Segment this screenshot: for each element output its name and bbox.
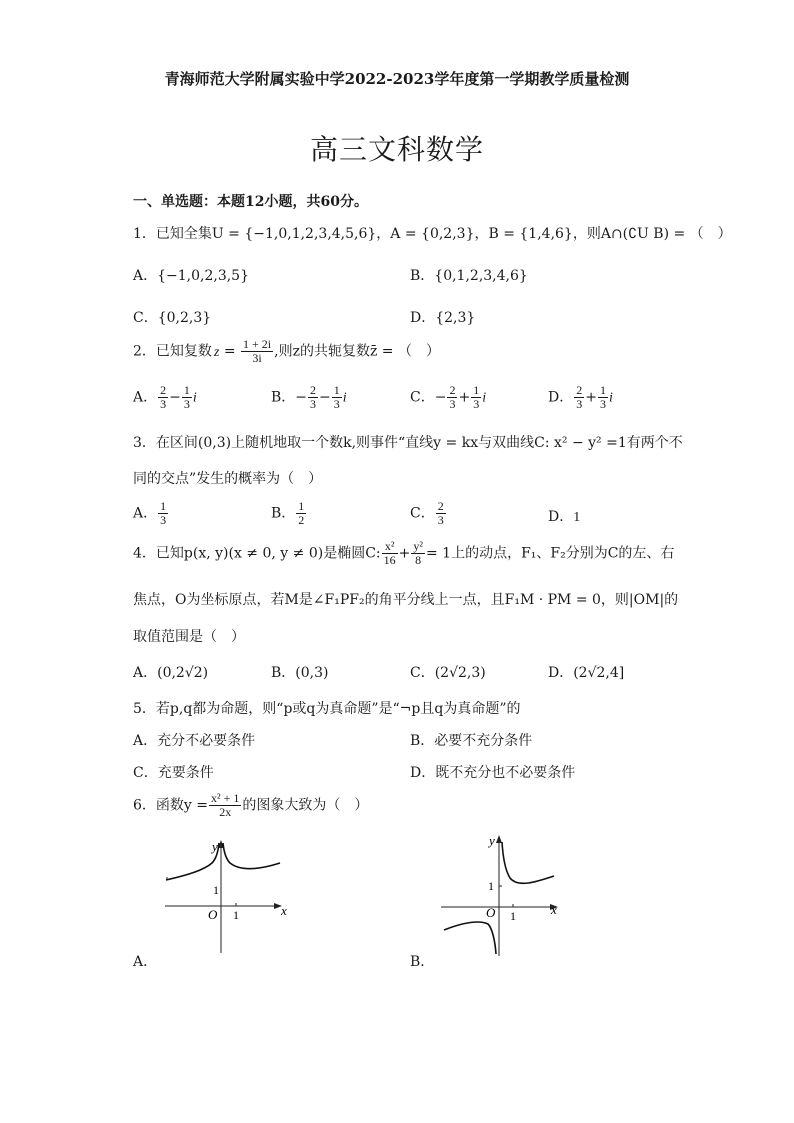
q6-option-b-label: B． — [410, 954, 435, 970]
function-fraction: $\frac{\text{x² + 1}}{2x}$ — [211, 791, 240, 819]
q5-option-d: D．既不充分也不必要条件 — [410, 765, 576, 781]
q3-option-d: D．1 — [548, 509, 581, 525]
q5-option-b: B．必要不充分条件 — [410, 733, 533, 749]
section-heading: 一、单选题：本题12小题，共60分。 — [133, 194, 368, 210]
graph-a-origin: O — [208, 907, 218, 922]
question-4-line-2: 焦点，O为坐标原点，若M是∠F₁PF₂的角平分线上一点，且F₁M · PM = 0，则|OM|的 — [133, 592, 679, 608]
q4-option-c: C．(2√2,3) — [410, 665, 486, 681]
school-header: 青海师范大学附属实验中学2022-2023学年度第一学期教学质量检测 — [164, 70, 630, 88]
graph-a-tick-x-label: 1 — [233, 908, 239, 922]
page-title: 高三文科数学 — [309, 133, 484, 166]
question-2-stem-start: 2．已知复数 — [133, 343, 212, 360]
question-3-line-1: 3．在区间(0,3)上随机地取一个数k,则事件“直线y = kx与双曲线C: x² − y² =1有两个不 — [133, 435, 683, 451]
q2-option-b: B．− $\frac{2}{3}$ − $\frac{1}{3}$ i — [271, 383, 347, 411]
graph-a-tick-y-label: 1 — [213, 883, 219, 897]
q2-option-a: A． $\frac{2}{3}$ − $\frac{1}{3}$ i — [133, 383, 197, 411]
question-2: 2．已知复数 z = $\frac{1 + 2i}{3i}$ ,则z的共轭复数z̄ = （ ） — [133, 337, 440, 365]
q1-option-d: D．{2,3} — [410, 310, 476, 326]
complex-fraction: $\frac{1 + 2i}{3i}$ — [243, 337, 272, 365]
q3-option-b: B． $\frac{1}{2}$ — [271, 499, 305, 527]
graph-a-curve-right — [223, 843, 280, 869]
q4-option-b: B．(0,3) — [271, 665, 329, 681]
q1-option-a: A．{−1,0,2,3,5} — [133, 268, 249, 284]
q4-option-d: D．(2√2,4] — [548, 665, 625, 681]
graph-a-y-label: y — [212, 839, 218, 854]
q1-option-c: C．{0,2,3} — [133, 310, 212, 326]
graph-b-y-label: y — [489, 833, 495, 848]
question-4-line-3: 取值范围是（ ） — [133, 629, 245, 645]
graph-b-x-label: x — [551, 902, 557, 917]
question-3-line-2: 同的交点”发生的概率为（ ） — [133, 471, 323, 487]
graph-b-tick-y-label: 1 — [488, 879, 494, 893]
graph-b-y-arrow — [496, 835, 502, 843]
question-6: 6．函数y = $\frac{\text{x² + 1}}{2x}$ 的图象大致为（ ） — [133, 791, 369, 819]
graph-b-curve-right — [502, 842, 554, 883]
q5-option-a: A．充分不必要条件 — [133, 733, 256, 749]
graph-a — [160, 835, 290, 957]
q3-option-c: C． $\frac{2}{3}$ — [410, 499, 444, 527]
q6-option-a-label: A． — [133, 954, 158, 970]
question-5: 5．若p,q都为命题，则“p或q为真命题”是“¬p且q为真命题”的 — [133, 701, 521, 717]
q4-option-a: A．(0,2√2) — [133, 665, 209, 681]
question-2-stem-end: ,则z的共轭复数z̄ = （ ） — [274, 343, 440, 360]
question-1-stem: 已知全集U = {−1,0,1,2,3,4,5,6}，A = {0,2,3}，B = {1,4,6}，则A∩(∁U B) = （ ） — [155, 226, 732, 242]
question-4-line-1: 4．已知p(x, y)(x ≠ 0, y ≠ 0)是椭圆C: $\frac{\text{x²}}{16}$ + $\frac{\text{y²}}{8}$ = 1上的动点，F₁、F₂分别为C的左、右 — [133, 539, 675, 567]
q5-option-c: C．充要条件 — [133, 765, 214, 781]
question-1-number: 1． — [133, 226, 156, 242]
graph-b-tick-x-label: 1 — [510, 909, 516, 923]
graph-b-curve-left — [444, 922, 496, 954]
q1-option-b: B．{0,1,2,3,4,6} — [410, 268, 528, 284]
q2-option-d: D． $\frac{2}{3}$ + $\frac{1}{3}$ i — [548, 383, 613, 411]
q3-option-a: A． $\frac{1}{3}$ — [133, 499, 167, 527]
q2-option-c: C．− $\frac{2}{3}$ + $\frac{1}{3}$ i — [410, 383, 487, 411]
graph-a-x-label: x — [281, 903, 287, 918]
graph-b — [436, 830, 566, 960]
graph-b-origin: O — [486, 905, 496, 920]
question-1 — [133, 223, 732, 243]
